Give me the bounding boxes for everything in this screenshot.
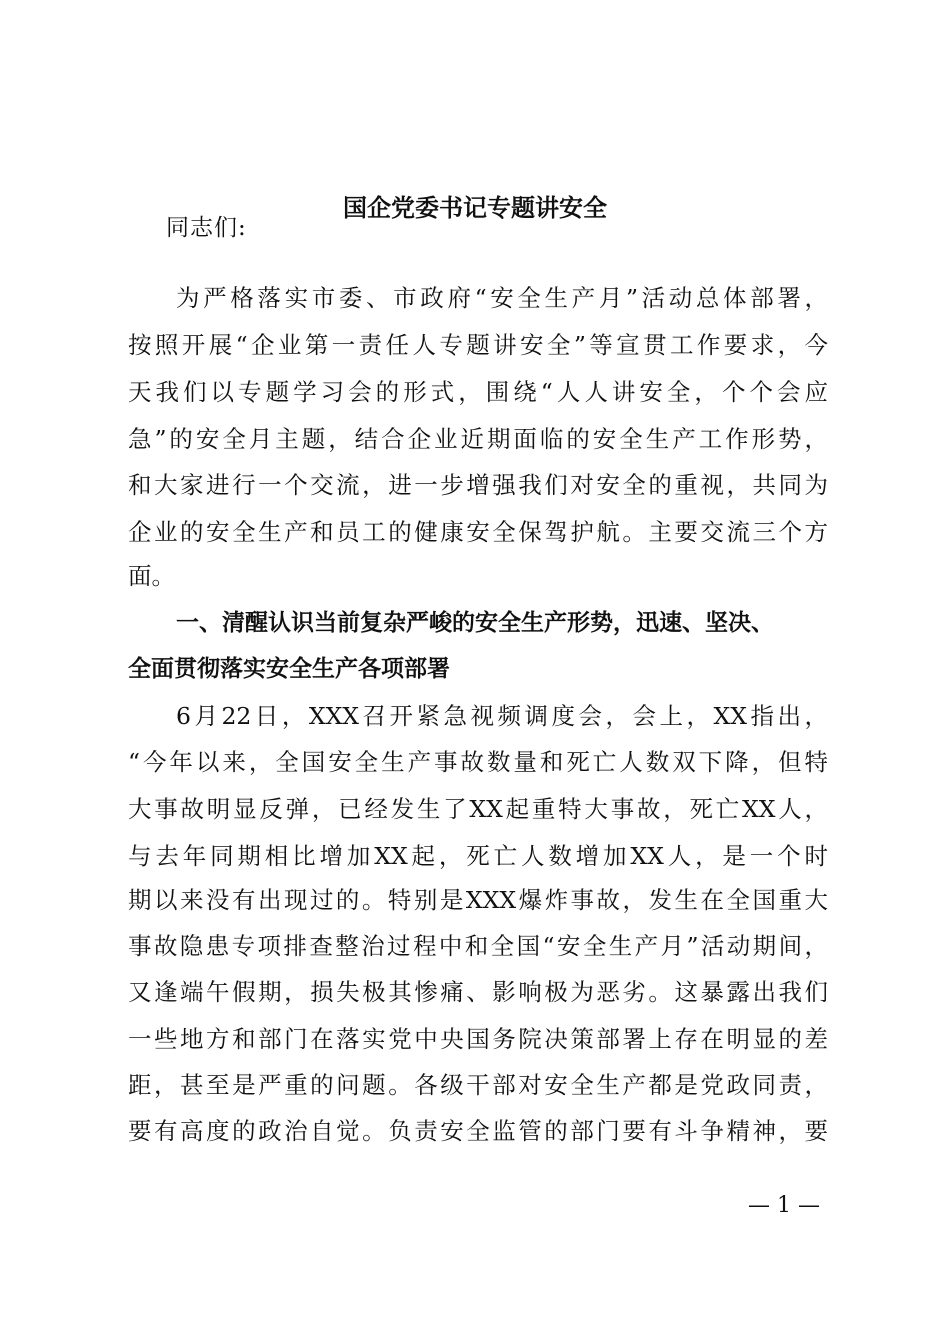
body-line: 6月22日，XXX召开紧急视频调度会，会上，XX指出， (176, 702, 828, 730)
page-number: — 1 — (748, 1193, 820, 1218)
body-line: 一些地方和部门在落实党中央国务院决策部署上存在明显的差 (128, 1025, 828, 1053)
intro-line: 面。 (128, 562, 175, 590)
body-line: 事故隐患专项排查整治过程中和全国“安全生产月”活动期间， (128, 932, 828, 960)
body-line: 距，甚至是严重的问题。各级干部对安全生产都是党政同责， (128, 1071, 828, 1099)
intro-line: 为严格落实市委、市政府“安全生产月”活动总体部署， (176, 284, 828, 312)
intro-line: 和大家进行一个交流，进一步增强我们对安全的重视，共同为 (128, 471, 828, 499)
section-heading: 全面贯彻落实安全生产各项部署 (128, 656, 450, 682)
body-line: “今年以来，全国安全生产事故数量和死亡人数双下降，但特 (128, 748, 828, 776)
intro-line: 急”的安全月主题，结合企业近期面临的安全生产工作形势， (128, 425, 828, 453)
intro-line: 天我们以专题学习会的形式，围绕“人人讲安全，个个会应 (128, 378, 828, 406)
body-line: 又逢端午假期，损失极其惨痛、影响极为恶劣。这暴露出我们 (128, 978, 828, 1006)
intro-line: 按照开展“企业第一责任人专题讲安全”等宣贯工作要求，今 (128, 331, 828, 359)
body-line: 大事故明显反弹，已经发生了XX起重特大事故，死亡XX人， (128, 795, 828, 823)
intro-line: 企业的安全生产和员工的健康安全保驾护航。主要交流三个方 (128, 518, 828, 546)
body-line: 与去年同期相比增加XX起，死亡人数增加XX人，是一个时 (128, 842, 828, 870)
section-heading: 一、清醒认识当前复杂严峻的安全生产形势，迅速、坚决、 (176, 610, 774, 636)
body-line: 要有高度的政治自觉。负责安全监管的部门要有斗争精神，要 (128, 1117, 828, 1145)
greeting: 同志们: (166, 215, 247, 241)
body-line: 期以来没有出现过的。特别是XXX爆炸事故，发生在全国重大 (128, 886, 828, 914)
document-title: 国企党委书记专题讲安全 (343, 193, 607, 222)
